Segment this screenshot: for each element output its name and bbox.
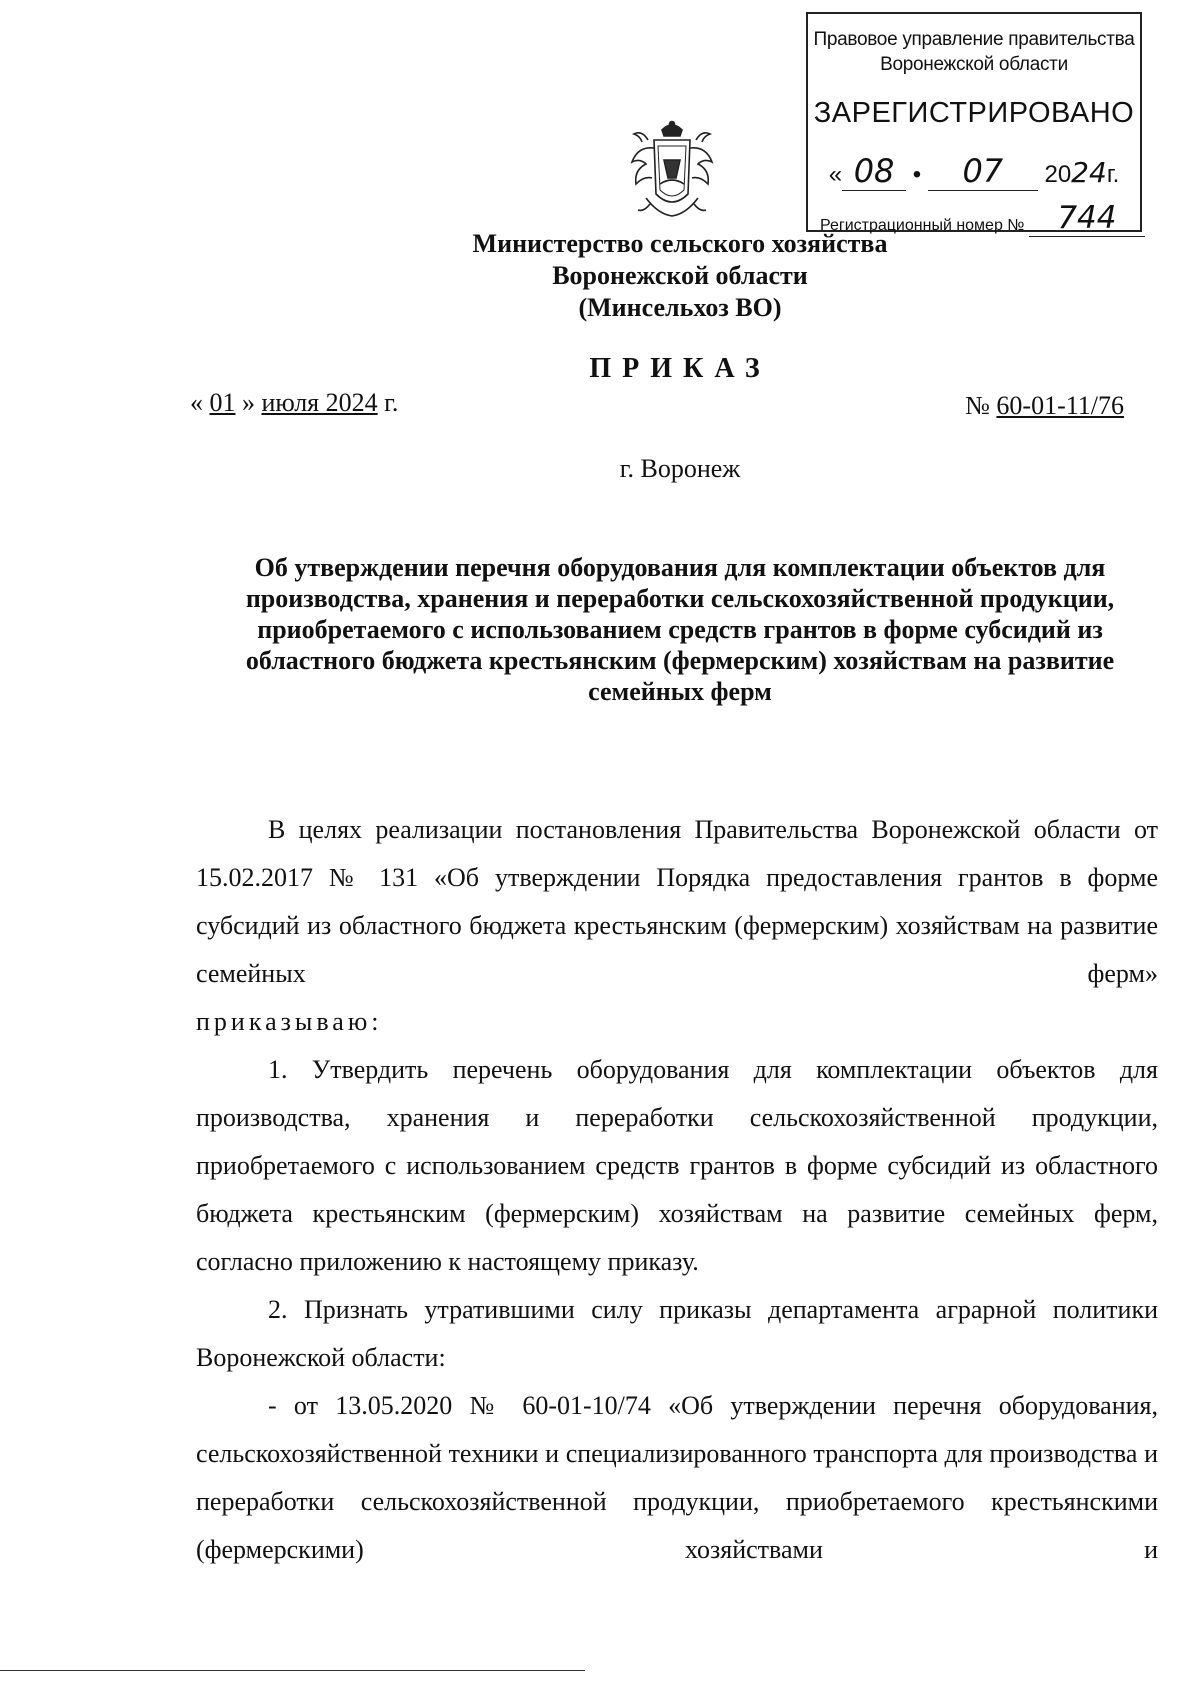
stamp-year-prefix: 20 — [1044, 161, 1072, 188]
order-number: № 60-01-11/76 — [965, 391, 1124, 420]
order-date: « 01 » июля 2024 г. — [190, 388, 399, 417]
registration-stamp — [806, 12, 1142, 236]
order-month-year: июля 2024 — [261, 388, 378, 417]
stamp-year-suffix: 24 — [1071, 156, 1107, 189]
document-type-title: ПРИКАЗ — [589, 353, 771, 384]
item-2-paragraph: 2. Признать утратившими силу приказы департамента аграрной политики Воронежской области: — [196, 1295, 1158, 1372]
item-2-sub-1-paragraph: - от 13.05.2020 № 60-01-10/74 «Об утверждении перечня оборудования, сельскохозяйственной техники и специализированного транспорта для производства и переработки сельскохозяйственной продукции, приобретаемого крестьянскими (фермерскими) хозяйствами и — [196, 1391, 1158, 1564]
ministry-name-line3: (Минсельхоз ВО) — [578, 293, 782, 322]
stamp-registered-text: ЗАРЕГИСТРИРОВАНО — [813, 97, 1135, 129]
order-number-value: 60-01-11/76 — [996, 391, 1124, 420]
stamp-date: « 08 • 07 2024г. — [828, 152, 1120, 190]
stamp-org-line2: Воронежской области — [880, 54, 1068, 75]
preamble-paragraph: В целях реализации постановления Правительства Воронежской области от 15.02.2017 № 131 «Об утверждении Порядка предоставления грантов в форме субсидий из областного бюджета крестьянским (фермерским) хозяйствам на развитие семейных ферм» — [196, 815, 1158, 988]
document-body — [196, 806, 1158, 1574]
ministry-name-line2: Воронежской области — [552, 261, 808, 290]
stamp-org-line1: Правовое управление правительства — [813, 29, 1135, 50]
coat-of-arms-icon — [624, 118, 720, 224]
stamp-reg-number: 744 — [1029, 200, 1145, 237]
item-1-paragraph: 1. Утвердить перечень оборудования для комплектации объектов для производства, хранения и переработки сельскохозяйственной продукции, приобретаемого с использованием средств грантов в форме субсидий из областного бюджета крестьянским (фермерским) хозяйствам на развитие семейных ферм, согласно приложению к настоящему приказу. — [196, 1055, 1158, 1276]
stamp-reg-number-label: Регистрационный номер № — [820, 217, 1025, 234]
order-day: 01 — [209, 388, 236, 417]
stamp-month: 07 — [928, 152, 1038, 191]
stamp-day: 08 — [842, 152, 906, 191]
stamp-year-suffix-char: г. — [1106, 161, 1120, 188]
ministry-name-line1: Министерство сельского хозяйства — [472, 229, 888, 258]
footnote-divider — [0, 1670, 585, 1671]
order-city: г. Воронеж — [619, 454, 741, 483]
order-word: приказываю: — [196, 1007, 383, 1036]
order-subject: Об утверждении перечня оборудования для комплектации объектов для производства, хранения и переработки сельскохозяйственной продукции, приобретаемого с использованием средств грантов в форме субсидий из областного бюджета крестьянским (фермерским) хозяйствам на развитие семейных ферм — [245, 553, 1115, 706]
